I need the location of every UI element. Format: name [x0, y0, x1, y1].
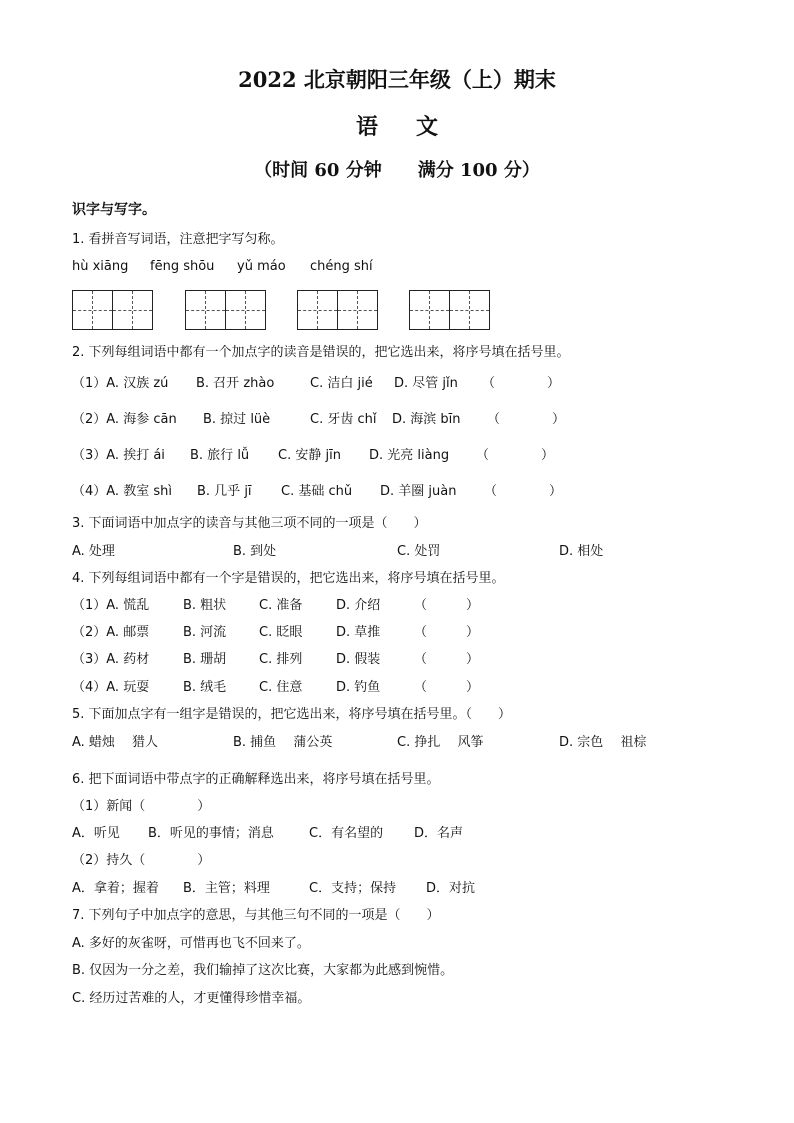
subject-title: 语文 [355, 114, 476, 140]
grid-cell[interactable] [185, 290, 226, 330]
q6-option: B．听见的事情；消息 [148, 826, 274, 841]
q2-option: D. 尽管 jǐn [394, 376, 458, 391]
q4-option: （3）A. 药材 [72, 652, 150, 667]
answer-paren[interactable]: （ ） [484, 484, 563, 499]
q4-option: B. 粗状 [183, 598, 227, 613]
grid-cell[interactable] [112, 290, 153, 330]
q6-sub2: （2）持久（ ） [72, 853, 211, 868]
q5-stem: 5. 下面加点字有一组字是错误的，把它选出来，将序号填在括号里。（ ） [72, 707, 512, 722]
q6-option: D．名声 [414, 826, 464, 841]
grid-cell[interactable] [409, 290, 450, 330]
q2-stem: 2. 下列每组词语中都有一个加点字的读音是错误的，把它选出来，将序号填在括号里。 [72, 345, 570, 360]
q4-option: B. 珊胡 [183, 652, 227, 667]
grid-cell[interactable] [449, 290, 490, 330]
answer-paren[interactable]: （ ） [487, 412, 566, 427]
section-heading: 识字与写字。 [72, 202, 156, 218]
q6-option: C．有名望的 [309, 826, 384, 841]
q4-option: D. 介绍 [336, 598, 381, 613]
pinyin-1: hù xiāng [72, 259, 129, 274]
q4-option: D. 草推 [336, 625, 381, 640]
q2-option: B. 掠过 lüè [203, 412, 271, 427]
q7-option-c: C. 经历过苦难的人，才更懂得珍惜幸福。 [72, 991, 311, 1006]
q3-option-c: C. 处罚 [397, 544, 441, 559]
q2-option: （4）A. 教室 shì [72, 484, 172, 499]
q3-stem: 3. 下面词语中加点字的读音与其他三项不同的一项是（ ） [72, 516, 427, 531]
q4-option: （4）A. 玩耍 [72, 680, 150, 695]
q2-option: D. 海滨 bīn [392, 412, 461, 427]
q4-option: （2）A. 邮票 [72, 625, 150, 640]
q4-option: C. 排列 [259, 652, 303, 667]
score-label: 满分 100 分） [417, 160, 540, 181]
q3-option-d: D. 相处 [559, 544, 604, 559]
writing-grid-1[interactable] [72, 290, 153, 330]
time-score-line [0, 156, 794, 182]
writing-grid-4[interactable] [409, 290, 490, 330]
answer-paren[interactable]: （ ） [414, 598, 480, 613]
q1-stem: 1. 看拼音写词语，注意把字写匀称。 [72, 232, 284, 247]
q4-option: B. 绒毛 [183, 680, 227, 695]
q7-option-b: B. 仅因为一分之差，我们输掉了这次比赛，大家都为此感到惋惜。 [72, 963, 454, 978]
q5-option-c: C. 挣扎 风筝 [397, 735, 484, 750]
exam-title: 2022 北京朝阳三年级（上）期末 [238, 67, 556, 92]
q2-option: C. 洁白 jié [310, 376, 373, 391]
pinyin-2: fēng shōu [150, 259, 215, 274]
answer-paren[interactable]: （ ） [414, 625, 480, 640]
writing-grid-3[interactable] [297, 290, 378, 330]
q3-option-b: B. 到处 [233, 544, 277, 559]
q4-option: C. 住意 [259, 680, 303, 695]
grid-cell[interactable] [337, 290, 378, 330]
grid-cell[interactable] [297, 290, 338, 330]
q2-option: D. 羊圈 juàn [380, 484, 457, 499]
q6-option: C．支持；保持 [309, 881, 397, 896]
q7-option-a: A. 多好的灰雀呀，可惜再也飞不回来了。 [72, 936, 310, 951]
grid-cell[interactable] [72, 290, 113, 330]
q2-option: B. 召开 zhào [196, 376, 275, 391]
answer-paren[interactable]: （ ） [482, 376, 561, 391]
q2-option: B. 旅行 lǚ [190, 448, 250, 463]
q2-option: （3）A. 挨打 ái [72, 448, 165, 463]
q2-option: （2）A. 海参 cān [72, 412, 177, 427]
answer-paren[interactable]: （ ） [414, 652, 480, 667]
q6-option: D．对抗 [426, 881, 476, 896]
q5-option-a: A. 蜡烛 猎人 [72, 735, 159, 750]
writing-grid-2[interactable] [185, 290, 266, 330]
q6-stem: 6. 把下面词语中带点字的正确解释选出来，将序号填在括号里。 [72, 772, 440, 787]
q7-stem: 7. 下列句子中加点字的意思，与其他三句不同的一项是（ ） [72, 908, 440, 923]
q2-option: C. 牙齿 chǐ [310, 412, 377, 427]
q4-option: C. 准备 [259, 598, 303, 613]
q6-option: B．主管；料理 [183, 881, 270, 896]
q4-stem: 4. 下列每组词语中都有一个字是错误的，把它选出来，将序号填在括号里。 [72, 571, 505, 586]
q3-option-a: A. 处理 [72, 544, 115, 559]
q6-option: A．听见 [72, 826, 120, 841]
q6-sub1: （1）新闻（ ） [72, 799, 211, 814]
q2-option: （1）A. 汉族 zú [72, 376, 169, 391]
q5-option-d: D. 宗色 祖棕 [559, 735, 647, 750]
q2-option: C. 基础 chǔ [281, 484, 353, 499]
answer-paren[interactable]: （ ） [476, 448, 555, 463]
q5-option-b: B. 捕鱼 蒲公英 [233, 735, 333, 750]
time-label: （时间 60 分钟 [254, 160, 382, 181]
pinyin-3: yǔ máo [237, 259, 286, 274]
pinyin-4: chéng shí [310, 259, 373, 274]
q4-option: D. 钓鱼 [336, 680, 381, 695]
q4-option: D. 假装 [336, 652, 381, 667]
answer-paren[interactable]: （ ） [414, 680, 480, 695]
q4-option: B. 河流 [183, 625, 227, 640]
q4-option: （1）A. 慌乱 [72, 598, 150, 613]
q2-option: B. 几乎 jī [197, 484, 252, 499]
q2-option: C. 安静 jīn [278, 448, 341, 463]
q6-option: A．拿着；握着 [72, 881, 159, 896]
grid-cell[interactable] [225, 290, 266, 330]
q4-option: C. 眨眼 [259, 625, 303, 640]
q2-option: D. 光亮 liàng [369, 448, 450, 463]
